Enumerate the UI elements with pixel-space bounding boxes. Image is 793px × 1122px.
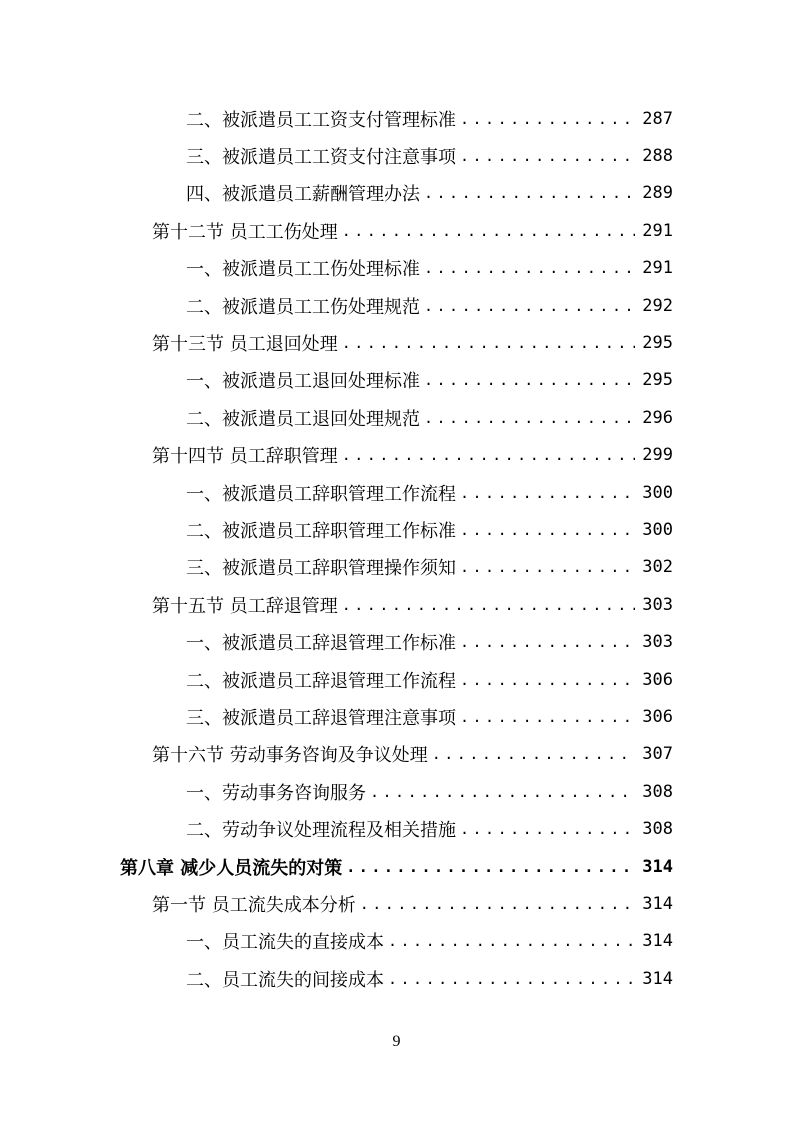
toc-entry-title: 第八章 减少人员流失的对策 — [120, 857, 343, 879]
toc-entry[interactable] — [0, 923, 793, 960]
toc-entry-line — [186, 255, 673, 281]
page-number: 9 — [392, 1033, 401, 1050]
toc-dot-leader — [460, 708, 635, 726]
toc-entry-line — [152, 592, 673, 618]
toc-entry[interactable] — [0, 399, 793, 436]
toc-entry-line — [186, 928, 673, 954]
toc-entry-line — [186, 779, 673, 805]
toc-entry-page: 295 — [642, 370, 673, 391]
toc-entry-title: 第一节 员工流失成本分析 — [152, 894, 356, 916]
toc-dot-leader — [460, 147, 635, 165]
toc-entry-title: 一、劳动事务咨询服务 — [186, 782, 366, 804]
toc-entry-line — [186, 667, 673, 693]
toc-entry-line — [186, 143, 673, 169]
toc-entry-line — [186, 180, 673, 206]
toc-dot-leader — [432, 745, 635, 763]
toc-entry[interactable] — [0, 773, 793, 810]
toc-entry-line — [186, 704, 673, 730]
toc-entry-page: 314 — [642, 856, 673, 877]
toc-entry[interactable] — [0, 885, 793, 922]
toc-entry[interactable] — [0, 437, 793, 474]
toc-dot-leader — [424, 184, 635, 202]
toc-entry[interactable] — [0, 212, 793, 249]
toc-entry-title: 二、被派遣员工辞职管理工作标准 — [186, 520, 456, 542]
toc-entry-line — [186, 293, 673, 319]
toc-dot-leader — [460, 484, 635, 502]
toc-entry-title: 二、被派遣员工工资支付管理标准 — [186, 109, 456, 131]
toc-entry-title: 第十二节 员工工伤处理 — [152, 221, 338, 243]
toc-dot-leader — [388, 932, 635, 950]
toc-entry-title: 一、被派遣员工辞职管理工作流程 — [186, 483, 456, 505]
toc-dot-leader — [424, 409, 635, 427]
toc-entry-page: 314 — [642, 893, 673, 914]
toc-entry[interactable] — [0, 137, 793, 174]
toc-entry-line — [186, 966, 673, 992]
toc-dot-leader — [346, 858, 635, 876]
toc-entry-page: 306 — [642, 669, 673, 690]
toc-entry-title: 三、被派遣员工辞退管理注意事项 — [186, 707, 456, 729]
toc-entry-page: 308 — [642, 819, 673, 840]
toc-entry[interactable] — [0, 623, 793, 660]
toc-dot-leader — [370, 783, 635, 801]
toc-entry-line — [186, 816, 673, 842]
toc-entry[interactable] — [0, 362, 793, 399]
toc-entry-title: 一、被派遣员工工伤处理标准 — [186, 259, 420, 281]
toc-entry-title: 二、被派遣员工工伤处理规范 — [186, 296, 420, 318]
toc-entry-page: 303 — [642, 632, 673, 653]
toc-entry-page: 295 — [642, 333, 673, 354]
table-of-contents — [0, 100, 793, 997]
toc-entry[interactable] — [0, 698, 793, 735]
toc-entry[interactable] — [0, 511, 793, 548]
toc-dot-leader — [460, 820, 635, 838]
toc-entry-page: 314 — [642, 968, 673, 989]
toc-entry-page: 292 — [642, 295, 673, 316]
toc-entry-title: 二、被派遣员工退回处理规范 — [186, 408, 420, 430]
toc-entry-page: 300 — [642, 519, 673, 540]
toc-entry-page: 289 — [642, 183, 673, 204]
toc-dot-leader — [424, 259, 635, 277]
toc-entry-title: 第十五节 员工辞退管理 — [152, 595, 338, 617]
toc-entry-line — [186, 517, 673, 543]
toc-entry-page: 291 — [642, 258, 673, 279]
toc-entry-line — [152, 891, 673, 917]
toc-entry-line — [120, 854, 673, 880]
toc-dot-leader — [460, 671, 635, 689]
toc-entry-line — [186, 629, 673, 655]
toc-entry-line — [152, 218, 673, 244]
toc-entry[interactable] — [0, 960, 793, 997]
toc-entry-title: 第十三节 员工退回处理 — [152, 334, 338, 356]
toc-entry-page: 306 — [642, 706, 673, 727]
toc-dot-leader — [460, 521, 635, 539]
toc-entry-title: 四、被派遣员工薪酬管理办法 — [186, 184, 420, 206]
toc-entry-line — [152, 442, 673, 468]
toc-entry-page: 308 — [642, 781, 673, 802]
toc-dot-leader — [342, 596, 635, 614]
toc-entry-line — [186, 405, 673, 431]
toc-entry-page: 296 — [642, 407, 673, 428]
toc-entry-page: 307 — [642, 744, 673, 765]
toc-entry-title: 一、员工流失的直接成本 — [186, 932, 384, 954]
toc-entry-title: 一、被派遣员工退回处理标准 — [186, 371, 420, 393]
toc-entry-page: 302 — [642, 557, 673, 578]
toc-entry-line — [152, 330, 673, 356]
toc-entry-page: 303 — [642, 594, 673, 615]
toc-entry[interactable] — [0, 175, 793, 212]
toc-entry-page: 288 — [642, 146, 673, 167]
toc-entry[interactable] — [0, 250, 793, 287]
toc-entry[interactable] — [0, 324, 793, 361]
toc-dot-leader — [388, 970, 635, 988]
toc-dot-leader — [342, 222, 635, 240]
toc-entry-title: 二、员工流失的间接成本 — [186, 969, 384, 991]
toc-entry[interactable] — [0, 661, 793, 698]
toc-entry-line — [152, 741, 673, 767]
toc-entry-title: 三、被派遣员工辞职管理操作须知 — [186, 558, 456, 580]
toc-dot-leader — [360, 895, 635, 913]
toc-entry[interactable] — [0, 848, 793, 885]
toc-entry-title: 一、被派遣员工辞退管理工作标准 — [186, 633, 456, 655]
toc-dot-leader — [460, 110, 635, 128]
toc-dot-leader — [424, 371, 635, 389]
toc-dot-leader — [424, 297, 635, 315]
toc-entry-title: 二、被派遣员工辞退管理工作流程 — [186, 670, 456, 692]
toc-entry[interactable] — [0, 736, 793, 773]
toc-entry[interactable] — [0, 586, 793, 623]
toc-entry[interactable] — [0, 287, 793, 324]
toc-entry[interactable] — [0, 549, 793, 586]
toc-dot-leader — [460, 558, 635, 576]
toc-entry[interactable] — [0, 100, 793, 137]
toc-entry-page: 291 — [642, 220, 673, 241]
toc-entry-line — [186, 106, 673, 132]
toc-entry-line — [186, 367, 673, 393]
toc-dot-leader — [342, 334, 635, 352]
toc-dot-leader — [342, 446, 635, 464]
toc-entry-title: 第十六节 劳动事务咨询及争议处理 — [152, 745, 428, 767]
toc-dot-leader — [460, 633, 635, 651]
toc-entry-title: 第十四节 员工辞职管理 — [152, 446, 338, 468]
toc-entry-title: 三、被派遣员工工资支付注意事项 — [186, 147, 456, 169]
toc-entry-line — [186, 554, 673, 580]
toc-entry-page: 287 — [642, 108, 673, 129]
toc-entry[interactable] — [0, 810, 793, 847]
toc-entry-page: 299 — [642, 445, 673, 466]
toc-entry-page: 300 — [642, 482, 673, 503]
toc-entry[interactable] — [0, 474, 793, 511]
toc-entry-title: 二、劳动争议处理流程及相关措施 — [186, 820, 456, 842]
toc-entry-page: 314 — [642, 931, 673, 952]
toc-entry-line — [186, 480, 673, 506]
